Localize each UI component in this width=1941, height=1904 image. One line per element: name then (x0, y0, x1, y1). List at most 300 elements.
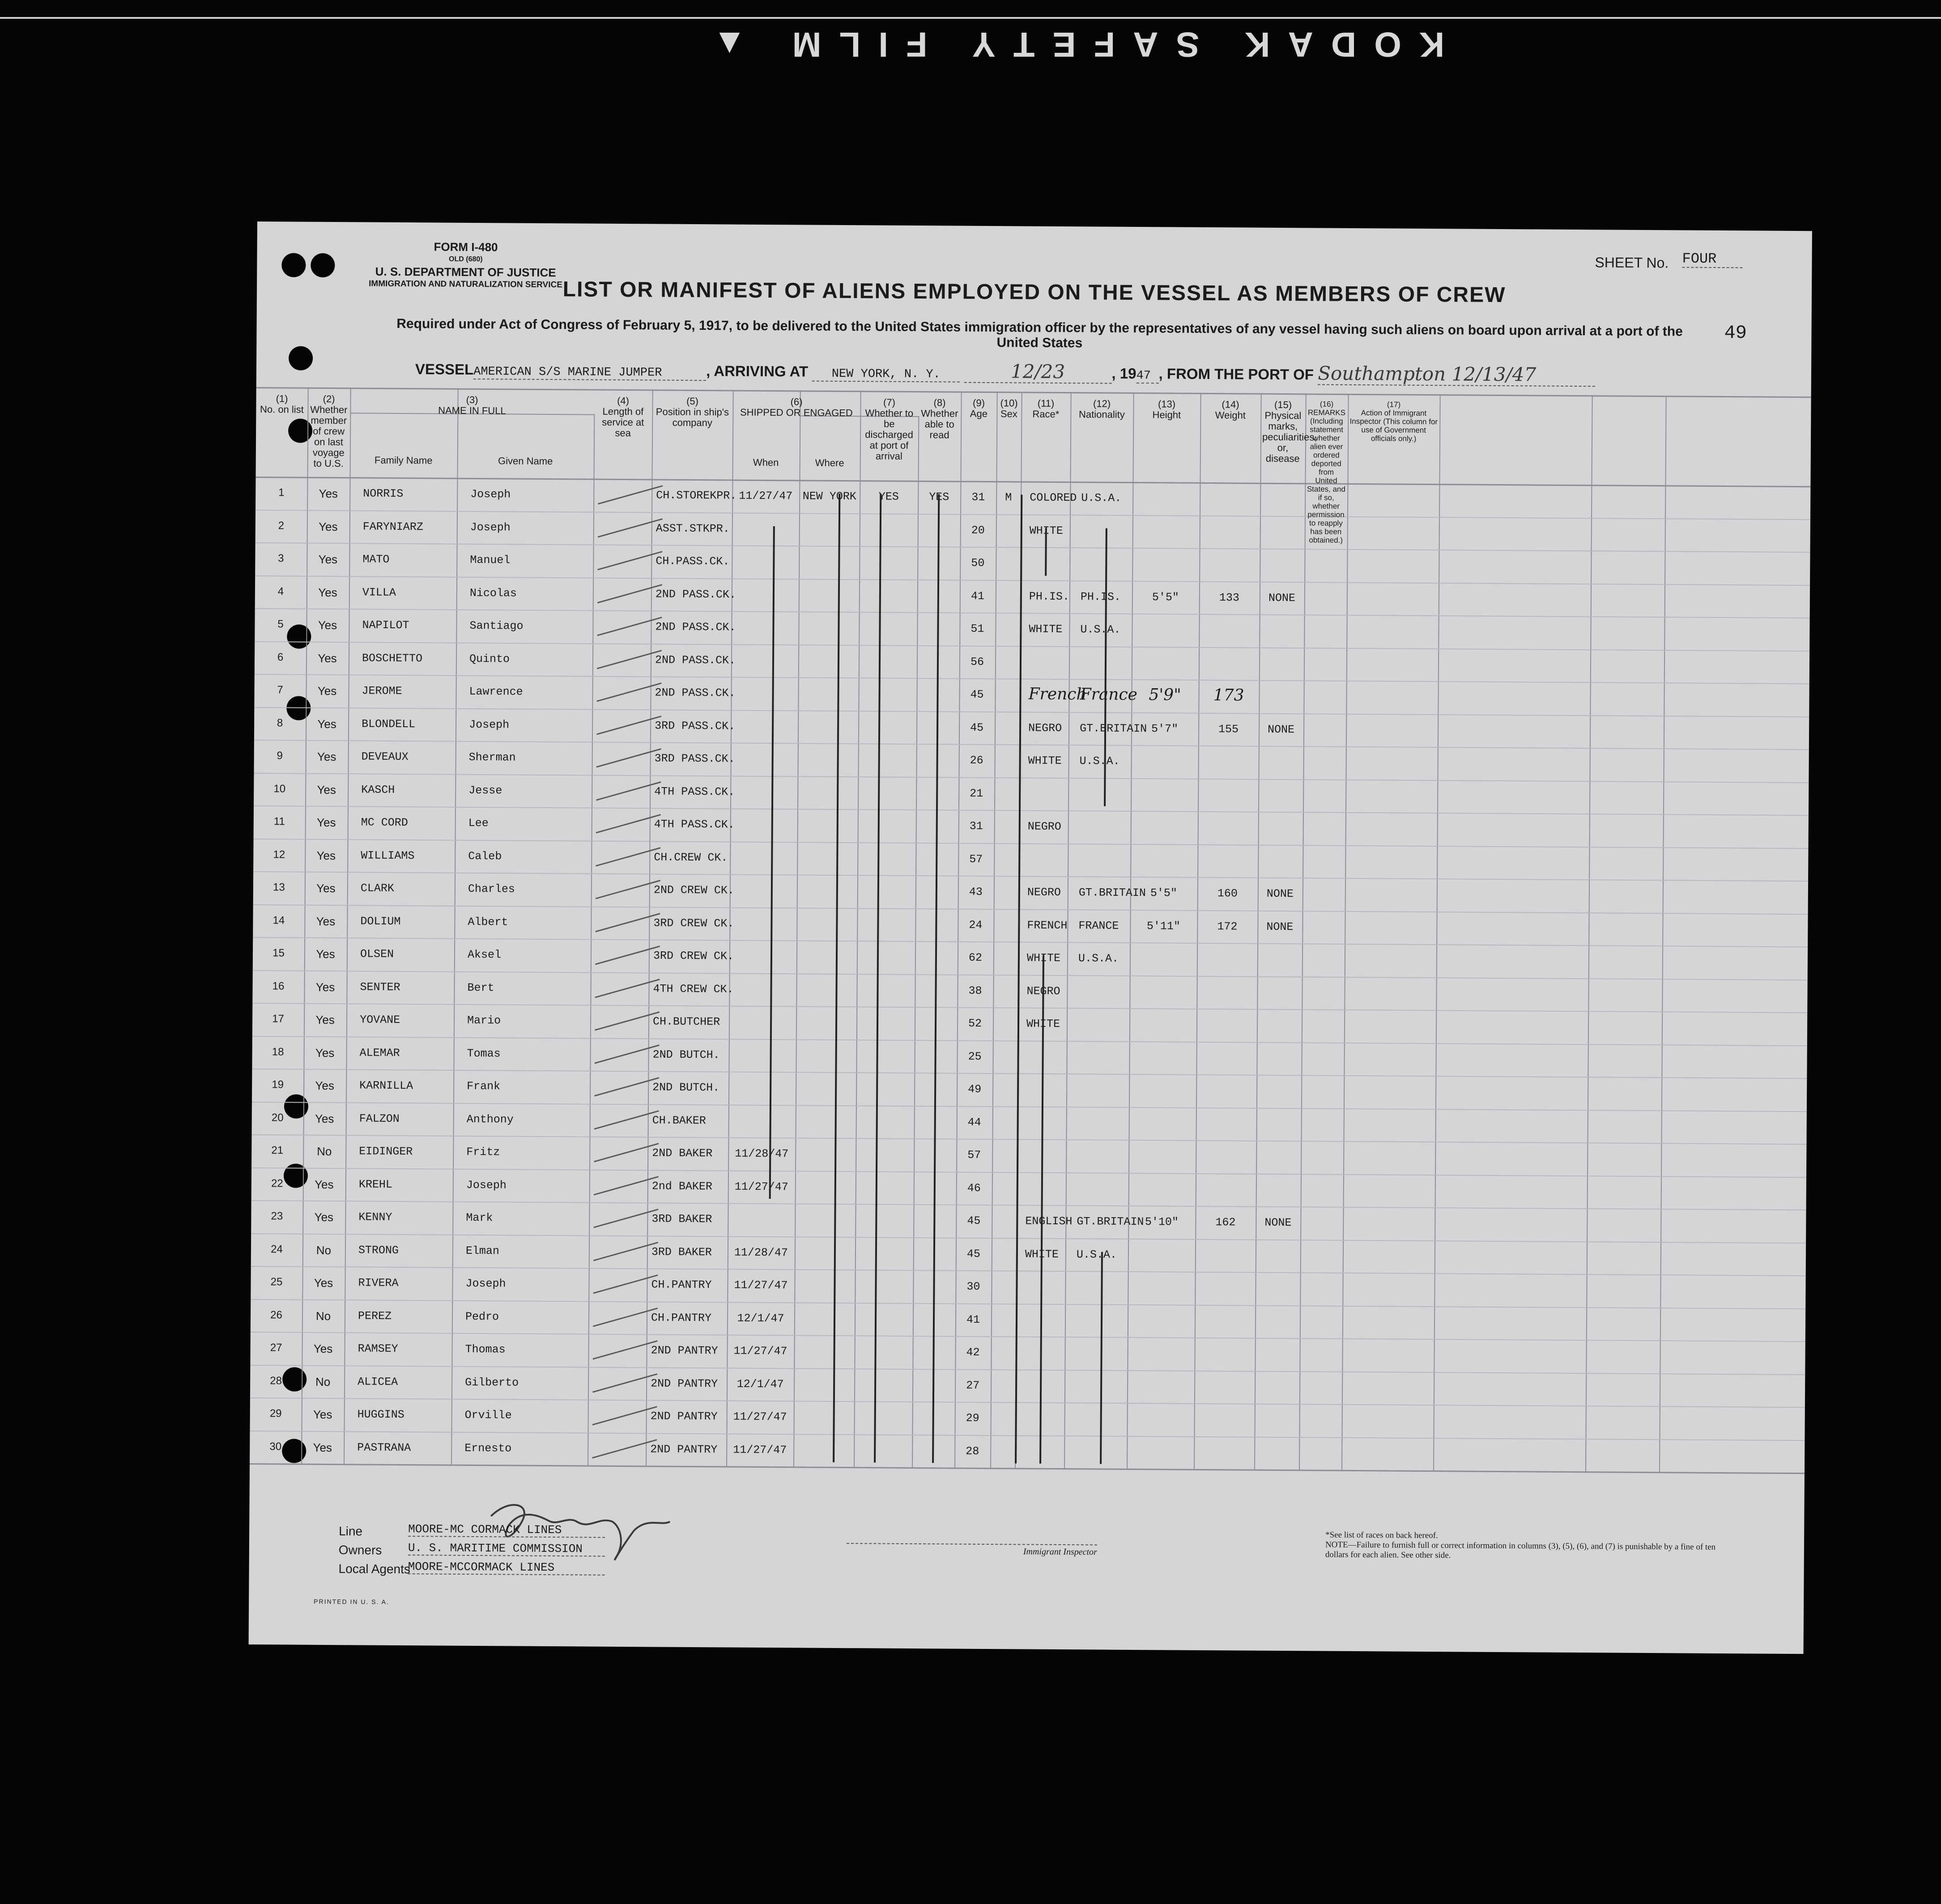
cell-given: Tomas (467, 1047, 501, 1060)
cell-given: Thomas (465, 1342, 506, 1356)
cell-disch (858, 753, 916, 754)
cell-when: 11/27/47 (734, 1180, 788, 1193)
cell-family: ALEMAR (359, 1046, 400, 1060)
form-old-number: OLD (680) (449, 255, 483, 264)
column-rule (1585, 395, 1593, 1471)
cell-no: 30 (269, 1440, 282, 1452)
cell-voy: No (317, 1144, 332, 1159)
cell-pos: 2ND PASS.CK. (655, 620, 736, 634)
cell-voy: Yes (316, 815, 336, 830)
cell-voy: Yes (316, 947, 335, 961)
ditto-mark (932, 494, 940, 1463)
cell-when: 11/27/47 (734, 1278, 788, 1292)
column-label: Weight (1215, 409, 1246, 421)
column-label: Where (815, 457, 844, 469)
cell-nat (1077, 1149, 1149, 1150)
table-bottom-rule (250, 1463, 1805, 1474)
row-rule (251, 1233, 1806, 1243)
cell-age: 21 (970, 787, 983, 800)
cell-where (795, 1213, 855, 1214)
cell-given: Joseph (470, 520, 511, 534)
service-slash (597, 617, 662, 636)
cell-family: VILLA (362, 585, 396, 599)
cell-family: KASCH (361, 783, 395, 797)
cell-pos: 3RD PASS.CK. (655, 719, 736, 733)
cell-family: KARNILLA (359, 1079, 413, 1093)
cell-race: NEGRO (1027, 886, 1061, 899)
cell-given: Ernesto (464, 1441, 512, 1455)
cell-voy: Yes (314, 1210, 334, 1224)
column-number: (2) (323, 393, 335, 405)
cell-race: COLORED (1030, 491, 1077, 505)
row-rule (254, 838, 1809, 848)
cell-given: Joseph (469, 718, 510, 731)
cell-age: 29 (966, 1411, 979, 1425)
cell-no: 25 (270, 1276, 283, 1288)
cell-given: Bert (467, 981, 494, 994)
cell-given: Quinto (469, 652, 510, 665)
cell-given: Elman (465, 1244, 500, 1257)
service-slash (592, 1340, 657, 1359)
cell-weight (1194, 1413, 1255, 1414)
cell-disch (855, 1312, 913, 1313)
cell-given: Anthony (466, 1112, 514, 1126)
cell-age: 43 (969, 885, 983, 899)
cell-age: 45 (966, 1247, 981, 1261)
vessel-label: VESSEL (415, 361, 474, 378)
cell-weight (1196, 1084, 1256, 1085)
department-name: U. S. DEPARTMENT OF JUSTICE (375, 264, 556, 280)
punch-hole (311, 253, 335, 277)
cell-voy: Yes (318, 552, 338, 567)
cell-age: 45 (967, 1214, 981, 1227)
cell-weight: 160 (1217, 887, 1238, 900)
cell-no: 7 (277, 684, 283, 696)
cell-age: 41 (966, 1313, 980, 1326)
row-rule (255, 674, 1809, 684)
row-rule (255, 542, 1810, 553)
cell-weight (1198, 755, 1259, 756)
cell-age: 27 (966, 1379, 980, 1392)
owners-label: Owners (338, 1543, 382, 1557)
cell-no: 27 (270, 1342, 282, 1354)
row-rule (252, 1003, 1807, 1013)
cell-age: 57 (967, 1148, 981, 1162)
cell-pos: 4TH PASS.CK. (654, 818, 735, 831)
cell-family: JEROME (362, 684, 402, 698)
cell-voy: Yes (313, 1440, 332, 1454)
cell-no: 5 (277, 618, 284, 630)
cell-weight (1196, 1051, 1257, 1052)
cell-nat: FRANCE (1078, 919, 1119, 933)
cell-disch (860, 523, 918, 524)
cell-pos: CH.CREW CK. (654, 850, 728, 864)
cell-pos: CH.PANTRY (651, 1278, 712, 1292)
cell-no: 21 (271, 1144, 284, 1157)
column-label: Family Name (374, 454, 433, 466)
column-label: Physical marks, peculiarities, or, disease (1262, 409, 1317, 464)
cell-height: 5'5" (1150, 886, 1177, 900)
service-slash (592, 1439, 657, 1458)
cell-pos: CH.PANTRY (651, 1311, 712, 1325)
cell-race (1026, 1050, 1094, 1051)
cell-given: Lawrence (469, 685, 523, 699)
cell-disch (858, 786, 916, 787)
local-agents-value: MOORE-MCCORMACK LINES (408, 1560, 605, 1576)
form-number: FORM I-480 (434, 240, 498, 254)
cell-height (1129, 1116, 1196, 1117)
row-rule (255, 575, 1810, 585)
column-label: Position in ship's company (656, 406, 729, 429)
cell-disch: YES (878, 490, 899, 503)
cell-weight (1196, 1018, 1257, 1019)
cell-race (1024, 1412, 1091, 1413)
column-header (654, 396, 731, 428)
cell-height (1132, 524, 1200, 525)
column-label: REMARKS (Including statement whether alien ever ordered deported from United States, and if so, whether permission to reapply has been obtained.) (1307, 408, 1346, 545)
cell-no: 10 (273, 782, 286, 795)
cell-height: 5'11" (1146, 919, 1181, 933)
cell-voy: Yes (315, 1078, 335, 1093)
cell-height: 5'7" (1151, 722, 1179, 736)
cell-voy: Yes (315, 980, 335, 994)
cell-nat: U.S.A. (1080, 623, 1121, 636)
cell-nat: PH.IS. (1080, 590, 1121, 604)
row-rule (251, 1167, 1806, 1177)
cell-marks (1260, 624, 1304, 625)
cell-given: Santiago (469, 619, 524, 633)
cell-weight: 133 (1219, 591, 1239, 604)
cell-no: 3 (278, 552, 284, 565)
cell-no: 4 (277, 585, 284, 597)
cell-given: Aksel (467, 948, 502, 962)
cell-pos: 4TH CREW CK. (653, 982, 734, 996)
cell-age: 41 (970, 589, 985, 603)
cell-disch (854, 1378, 912, 1379)
owners-value: U. S. MARITIME COMMISSION (408, 1541, 605, 1557)
cell-age: 51 (970, 622, 984, 635)
service-slash (594, 1110, 659, 1129)
cell-given: Frank (467, 1079, 501, 1093)
cell-when: 12/1/47 (737, 1312, 784, 1325)
cell-height (1130, 853, 1197, 854)
service-slash (596, 847, 660, 866)
column-number: (9) (973, 397, 985, 409)
column-number: (6) (790, 396, 803, 408)
row-rule (254, 772, 1809, 783)
cell-pos: 2ND PANTRY (650, 1442, 718, 1456)
cell-weight (1198, 821, 1258, 822)
cell-pos: 2ND PASS.CK. (655, 587, 736, 601)
cell-family: FALZON (359, 1112, 400, 1125)
ditto-mark (874, 494, 881, 1463)
crew-table (256, 387, 1811, 1458)
row-rule (253, 871, 1808, 882)
cell-when: 11/28/47 (734, 1246, 788, 1259)
column-number: (5) (686, 395, 699, 407)
cell-voy: Yes (318, 618, 337, 632)
cell-when: 11/27/47 (733, 1443, 787, 1457)
cell-family: ALICEA (358, 1375, 398, 1389)
column-header (920, 397, 959, 441)
film-edge-text: KODAK SAFETY FILM ▲ (694, 25, 1445, 64)
cell-weight: 173 (1213, 686, 1244, 705)
cell-weight (1195, 1248, 1256, 1249)
cell-weight: 155 (1218, 722, 1239, 736)
cell-nat: France (1080, 685, 1138, 704)
cell-when (728, 1114, 796, 1115)
row-rule (251, 1200, 1806, 1210)
cell-marks (1255, 1380, 1299, 1381)
column-label: SHIPPED OR ENGAGED (740, 406, 853, 419)
cell-voy: No (315, 1309, 331, 1323)
vessel-line (415, 357, 1595, 387)
row-rule (250, 1364, 1805, 1375)
column-header (734, 457, 798, 469)
cell-where (794, 1410, 854, 1411)
cell-pos: 3RD PASS.CK. (654, 752, 735, 766)
cell-read: YES (929, 490, 949, 504)
cell-given: Jesse (468, 784, 502, 797)
footer-labels (338, 1522, 410, 1579)
line-value: MOORE-MC CORMACK LINES (408, 1522, 605, 1538)
cell-age: 56 (970, 655, 984, 669)
cell-nat (1077, 1182, 1149, 1183)
row-rule (252, 1035, 1807, 1046)
cell-given: Joseph (466, 1178, 507, 1192)
cell-when (728, 1081, 796, 1082)
cell-age: 20 (971, 524, 985, 537)
cell-no: 29 (269, 1407, 282, 1420)
cell-given: Mark (466, 1211, 493, 1225)
service-slash (595, 1044, 660, 1064)
cell-when: 11/27/47 (733, 1410, 787, 1424)
cell-voy: Yes (319, 486, 338, 501)
row-rule (253, 970, 1808, 980)
cell-age: 46 (967, 1181, 981, 1195)
cell-no: 2 (278, 519, 285, 532)
row-rule (251, 1266, 1806, 1276)
column-rule (1341, 394, 1349, 1470)
cell-no: 26 (270, 1308, 283, 1321)
cell-marks (1254, 1446, 1299, 1447)
cell-voy: Yes (313, 1342, 333, 1356)
cell-race: WHITE (1029, 622, 1063, 636)
column-label: NAME IN FULL (438, 405, 506, 417)
cell-family: WILLIAMS (361, 848, 415, 862)
cell-when: 11/27/47 (739, 489, 793, 503)
local-agents-label: Local Agents (338, 1562, 411, 1576)
cell-disch (856, 1016, 915, 1017)
column-header (801, 457, 858, 469)
service-slash (593, 1274, 658, 1294)
column-label: Age (970, 408, 988, 419)
cell-race (1028, 787, 1095, 788)
ditto-mark (769, 526, 775, 1199)
column-header (1307, 400, 1346, 545)
cell-race (1026, 1149, 1093, 1150)
cell-pos: ASST.STKPR. (656, 521, 730, 535)
cell-voy: Yes (317, 684, 337, 698)
column-header (1349, 400, 1438, 443)
service-slash (595, 979, 660, 998)
cell-weight (1197, 985, 1257, 986)
races-note: *See list of races on back hereof. (1325, 1530, 1438, 1541)
cell-pos: 3RD BAKER (651, 1245, 712, 1259)
cell-age: 45 (970, 688, 984, 701)
printed-in-usa: PRINTED IN U. S. A. (314, 1597, 389, 1606)
service-slash (592, 1406, 657, 1425)
cell-race: WHITE (1026, 1017, 1060, 1031)
cell-nat: U.S.A. (1076, 1248, 1117, 1261)
cell-age: 52 (968, 1017, 982, 1030)
cell-family: RAMSEY (358, 1342, 398, 1355)
column-header (352, 394, 592, 417)
column-label: Race* (1032, 408, 1060, 420)
column-label: Whether able to read (921, 408, 958, 441)
cell-voy: Yes (317, 750, 336, 764)
cell-marks: NONE (1268, 591, 1295, 605)
cell-marks: NONE (1266, 920, 1294, 933)
cell-given: Nicolas (469, 586, 517, 600)
cell-pos: 2ND PANTRY (651, 1344, 718, 1358)
column-label: Whether member of crew on last voyage to U.S. (310, 404, 348, 469)
cell-pos: 2ND PANTRY (650, 1410, 718, 1423)
from-port-handwritten: Southampton 12/13/47 (1318, 362, 1595, 387)
cell-no: 13 (272, 881, 285, 894)
cell-given: Charles (468, 882, 515, 896)
row-rule (250, 1430, 1805, 1440)
cell-marks (1260, 525, 1305, 526)
cell-height: 5'10" (1145, 1215, 1179, 1229)
row-rule (255, 509, 1810, 520)
column-number: (15) (1274, 399, 1292, 411)
table-header-rule (255, 477, 1810, 487)
cell-family: PASTRANA (357, 1440, 411, 1454)
cell-no: 18 (272, 1045, 284, 1058)
cell-when (730, 851, 797, 852)
row-rule (254, 740, 1809, 750)
cell-nat (1075, 1445, 1147, 1446)
punch-hole (281, 253, 306, 277)
cell-voy: Yes (316, 848, 336, 862)
cell-given: Albert (468, 915, 508, 929)
cell-race (1026, 1083, 1093, 1084)
cell-marks (1257, 953, 1302, 954)
cell-nat (1077, 1116, 1149, 1117)
cell-no: 11 (273, 815, 285, 828)
cell-when (730, 785, 797, 786)
column-label: Sex (1000, 408, 1017, 420)
cell-race: WHITE (1025, 1248, 1059, 1261)
service-slash (596, 748, 661, 767)
cell-race: NEGRO (1026, 984, 1060, 998)
cell-no: 23 (271, 1210, 283, 1222)
service-slash (597, 584, 662, 603)
cell-voy: Yes (315, 1013, 335, 1027)
cell-voy: Yes (315, 1177, 334, 1191)
column-rule (646, 389, 653, 1465)
sheet-number-label: SHEET No. (1595, 254, 1669, 271)
cell-marks (1256, 1150, 1301, 1151)
row-rule (252, 1069, 1807, 1079)
cell-family: KREHL (358, 1177, 392, 1191)
cell-marks (1260, 558, 1304, 559)
cell-no: 16 (272, 980, 285, 992)
service-slash (596, 716, 661, 735)
cell-nat: U.S.A. (1078, 952, 1119, 965)
cell-nat: U.S.A. (1081, 491, 1122, 505)
cell-marks: NONE (1268, 723, 1295, 736)
cell-no: 14 (272, 914, 285, 926)
cell-given: Lee (468, 816, 489, 830)
cell-race: ENGLISH (1025, 1214, 1073, 1228)
page-title: LIST OR MANIFEST OF ALIENS EMPLOYED ON THE VESSEL AS MEMBERS OF CREW (562, 277, 1506, 307)
cell-age: 26 (970, 754, 983, 767)
cell-pos: 4TH PASS.CK. (654, 784, 735, 799)
cell-disch (857, 950, 915, 951)
cell-pos: 2ND BAKER (652, 1146, 713, 1160)
cell-family: DEVEAUX (361, 750, 409, 764)
cell-voy: Yes (314, 1276, 333, 1290)
cell-when: 12/1/47 (736, 1377, 784, 1391)
cell-where (799, 555, 859, 556)
cell-family: STRONG (358, 1243, 399, 1257)
row-rule (252, 1101, 1807, 1112)
cell-weight (1195, 1347, 1255, 1348)
cell-no: 6 (277, 651, 284, 663)
cell-disch (859, 687, 917, 688)
row-rule (251, 1332, 1805, 1342)
cell-when (729, 1048, 796, 1049)
cell-pos: CH.PASS.CK. (656, 554, 730, 568)
cell-when (729, 1015, 796, 1016)
cell-where: NEW YORK (802, 490, 856, 503)
cell-pos: 2ND BUTCH. (652, 1048, 720, 1061)
column-number: (8) (933, 397, 946, 409)
cell-no: 9 (277, 750, 283, 762)
punch-hole (289, 346, 313, 370)
cell-when (731, 752, 798, 753)
cell-where (795, 1180, 856, 1181)
line-label: Line (339, 1524, 363, 1538)
cell-where (795, 1246, 855, 1247)
column-number: (12) (1093, 398, 1111, 409)
film-edge-line (0, 17, 1941, 19)
column-header (1072, 398, 1131, 420)
cell-age: 49 (968, 1082, 982, 1096)
service-slash (598, 485, 663, 504)
page-subtitle: Required under Act of Congress of February 5, 1917, to be delivered to the United States immigration officer by the representatives of any vessel having such aliens on board upon arrival at a port of the United States (396, 316, 1683, 351)
column-label: Length of service at sea (602, 405, 644, 439)
service-slash (597, 650, 662, 669)
cell-age: 42 (966, 1346, 980, 1359)
service-slash (595, 946, 660, 965)
cell-pos: CH.BUTCHER (653, 1015, 720, 1029)
arriving-label: , ARRIVING AT (706, 362, 809, 380)
column-number: (4) (617, 395, 630, 407)
cell-family: SENTER (360, 980, 400, 994)
row-rule (255, 608, 1810, 618)
column-header (352, 455, 455, 466)
cell-race (1024, 1379, 1091, 1380)
cell-pos: 2ND CREW CK. (653, 883, 735, 897)
cell-pos: CH.BAKER (652, 1113, 706, 1127)
cell-age: 31 (971, 490, 985, 504)
cell-given: Sherman (468, 750, 516, 764)
row-rule (254, 707, 1809, 717)
cell-race (1025, 1346, 1092, 1347)
